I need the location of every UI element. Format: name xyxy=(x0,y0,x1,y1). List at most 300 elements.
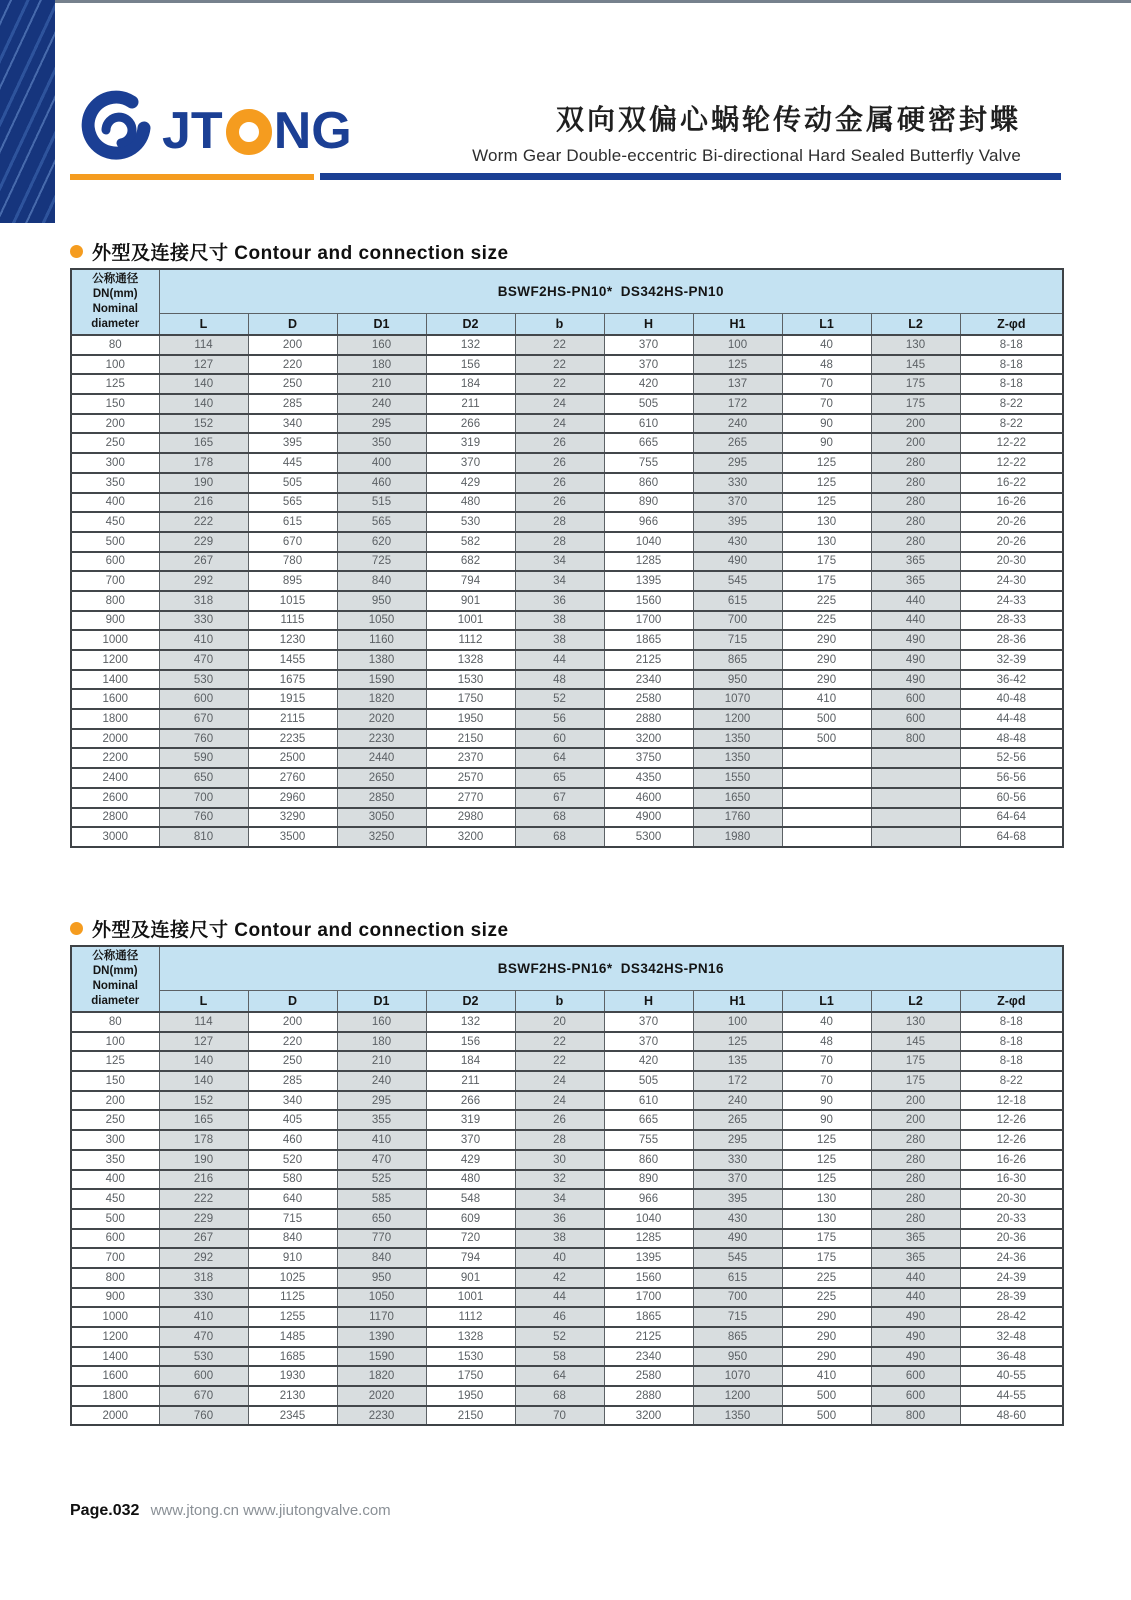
dimension-cell: 490 xyxy=(871,650,960,670)
model-series-header: BSWF2HS-PN10* DS342HS-PN10 xyxy=(159,269,1063,313)
column-header: H xyxy=(604,990,693,1012)
dimension-cell: 1600 xyxy=(71,689,159,709)
dimension-cell: 280 xyxy=(871,1170,960,1190)
dimension-cell: 5300 xyxy=(604,827,693,847)
dimension-cell: 2800 xyxy=(71,808,159,828)
corner-decoration xyxy=(0,0,55,223)
jtong-logo xyxy=(76,90,352,171)
dimension-cell: 16-26 xyxy=(960,1150,1063,1170)
dimension-cell: 2880 xyxy=(604,1386,693,1406)
dimension-cell: 100 xyxy=(71,1032,159,1052)
dimension-cell: 950 xyxy=(337,591,426,611)
dimension-cell: 180 xyxy=(337,355,426,375)
dimension-cell: 8-18 xyxy=(960,1012,1063,1032)
dimension-cell: 130 xyxy=(782,532,871,552)
dimension-cell: 610 xyxy=(604,1091,693,1111)
dimension-cell: 330 xyxy=(693,473,782,493)
table-row xyxy=(71,1012,1063,1032)
dimension-cell: 500 xyxy=(782,729,871,749)
dimension-cell: 4600 xyxy=(604,788,693,808)
dimension-cell: 794 xyxy=(426,571,515,591)
dimension-cell: 1950 xyxy=(426,709,515,729)
dimension-cell: 1000 xyxy=(71,630,159,650)
dimension-cell: 1170 xyxy=(337,1307,426,1327)
dimension-cell: 1112 xyxy=(426,630,515,650)
table-row xyxy=(71,611,1063,631)
dimension-cell: 34 xyxy=(515,552,604,572)
dimension-cell xyxy=(871,827,960,847)
dimension-cell: 300 xyxy=(71,1130,159,1150)
dimension-cell: 3750 xyxy=(604,748,693,768)
dimension-cell: 225 xyxy=(782,1268,871,1288)
dimension-cell: 175 xyxy=(871,374,960,394)
dimension-cell: 715 xyxy=(693,630,782,650)
dimension-cell: 910 xyxy=(248,1248,337,1268)
dimension-cell: 32-39 xyxy=(960,650,1063,670)
dimension-cell: 100 xyxy=(693,335,782,355)
dimension-cell: 40 xyxy=(515,1248,604,1268)
dimension-cell: 52 xyxy=(515,1327,604,1347)
dimension-cell: 755 xyxy=(604,453,693,473)
dimension-cell: 500 xyxy=(71,1209,159,1229)
dimension-cell: 265 xyxy=(693,1110,782,1130)
dimension-cell: 420 xyxy=(604,374,693,394)
dimension-cell: 26 xyxy=(515,1110,604,1130)
dimension-cell: 760 xyxy=(159,1406,248,1426)
dimension-cell: 370 xyxy=(604,335,693,355)
dimension-cell: 670 xyxy=(248,532,337,552)
dimension-cell: 280 xyxy=(871,512,960,532)
dimension-cell: 1390 xyxy=(337,1327,426,1347)
dimension-cell: 1800 xyxy=(71,1386,159,1406)
dimension-cell: 64-68 xyxy=(960,827,1063,847)
dimension-cell: 355 xyxy=(337,1110,426,1130)
dimension-cell: 3000 xyxy=(71,827,159,847)
dimension-cell: 1350 xyxy=(693,729,782,749)
dimension-cell: 140 xyxy=(159,374,248,394)
dimension-cell: 127 xyxy=(159,1032,248,1052)
dimension-cell: 1980 xyxy=(693,827,782,847)
logo-text-ng: NG xyxy=(273,101,352,160)
dimension-cell: 20-36 xyxy=(960,1229,1063,1249)
dimension-cell: 665 xyxy=(604,1110,693,1130)
dimension-cell: 865 xyxy=(693,650,782,670)
dimension-cell: 700 xyxy=(693,611,782,631)
dimension-cell: 800 xyxy=(871,1406,960,1426)
dimension-cell: 1915 xyxy=(248,689,337,709)
dimension-cell: 2125 xyxy=(604,650,693,670)
dimension-cell: 470 xyxy=(159,650,248,670)
dimension-cell: 445 xyxy=(248,453,337,473)
dimension-cell: 901 xyxy=(426,591,515,611)
dimension-cell: 290 xyxy=(782,630,871,650)
dimension-cell: 610 xyxy=(604,414,693,434)
dimension-cell xyxy=(782,748,871,768)
dimension-cell: 2370 xyxy=(426,748,515,768)
dimension-cell: 80 xyxy=(71,335,159,355)
table-row xyxy=(71,768,1063,788)
dimension-cell: 1115 xyxy=(248,611,337,631)
dimension-cell xyxy=(871,788,960,808)
table-row xyxy=(71,1209,1063,1229)
dimension-cell: 44-55 xyxy=(960,1386,1063,1406)
dimension-cell: 200 xyxy=(71,1091,159,1111)
dimension-cell: 429 xyxy=(426,1150,515,1170)
dimension-table-pn16-wrap xyxy=(70,945,1064,1426)
dimension-cell: 370 xyxy=(604,1012,693,1032)
dimension-cell: 156 xyxy=(426,1032,515,1052)
dimension-cell: 300 xyxy=(71,453,159,473)
dimension-cell: 125 xyxy=(782,473,871,493)
dimension-cell: 20 xyxy=(515,1012,604,1032)
dimension-cell: 1015 xyxy=(248,591,337,611)
dimension-cell: 340 xyxy=(248,1091,337,1111)
dimension-cell: 395 xyxy=(248,433,337,453)
dimension-cell: 3200 xyxy=(604,1406,693,1426)
dimension-cell: 12-18 xyxy=(960,1091,1063,1111)
dimension-cell: 2880 xyxy=(604,709,693,729)
dimension-cell: 38 xyxy=(515,1229,604,1249)
dimension-cell: 48-60 xyxy=(960,1406,1063,1426)
dimension-cell: 70 xyxy=(782,394,871,414)
dimension-cell: 295 xyxy=(693,453,782,473)
dimension-cell: 70 xyxy=(782,1051,871,1071)
dimension-cell: 2235 xyxy=(248,729,337,749)
dimension-cell: 64-64 xyxy=(960,808,1063,828)
dimension-cell: 145 xyxy=(871,1032,960,1052)
section-heading-pn10 xyxy=(70,238,509,265)
dimension-cell: 530 xyxy=(159,670,248,690)
dimension-cell: 1685 xyxy=(248,1347,337,1367)
dimension-cell: 490 xyxy=(693,552,782,572)
dimension-cell: 319 xyxy=(426,433,515,453)
dimension-cell: 1750 xyxy=(426,689,515,709)
dimension-cell: 200 xyxy=(871,414,960,434)
dimension-cell: 56 xyxy=(515,709,604,729)
dimension-cell: 2770 xyxy=(426,788,515,808)
table-row xyxy=(71,1032,1063,1052)
dimension-cell: 132 xyxy=(426,1012,515,1032)
dimension-cell: 1040 xyxy=(604,532,693,552)
dimension-cell: 1200 xyxy=(693,1386,782,1406)
dimension-cell: 470 xyxy=(337,1150,426,1170)
dimension-cell: 152 xyxy=(159,1091,248,1111)
dimension-cell: 137 xyxy=(693,374,782,394)
dimension-cell: 40 xyxy=(782,1012,871,1032)
dimension-cell: 175 xyxy=(871,394,960,414)
dimension-cell: 127 xyxy=(159,355,248,375)
dimension-cell: 8-18 xyxy=(960,1032,1063,1052)
dimension-cell: 1930 xyxy=(248,1366,337,1386)
dimension-cell: 65 xyxy=(515,768,604,788)
dn-column-header: 公称通径 DN(mm) Nominal diameter xyxy=(71,946,159,1012)
dimension-cell: 430 xyxy=(693,1209,782,1229)
dimension-cell: 1050 xyxy=(337,1288,426,1308)
dimension-cell: 370 xyxy=(426,1130,515,1150)
dimension-cell: 530 xyxy=(426,512,515,532)
dimension-cell: 68 xyxy=(515,808,604,828)
dimension-cell: 140 xyxy=(159,394,248,414)
dimension-cell: 30 xyxy=(515,1150,604,1170)
dimension-cell: 840 xyxy=(337,571,426,591)
table-row xyxy=(71,433,1063,453)
dimension-cell: 966 xyxy=(604,1189,693,1209)
dimension-cell: 175 xyxy=(782,571,871,591)
page-header xyxy=(472,98,1021,166)
dimension-cell: 130 xyxy=(871,1012,960,1032)
dimension-cell xyxy=(871,748,960,768)
dimension-cell: 1590 xyxy=(337,1347,426,1367)
dimension-cell: 20-33 xyxy=(960,1209,1063,1229)
column-header: D xyxy=(248,313,337,335)
dimension-cell: 3050 xyxy=(337,808,426,828)
dimension-cell: 26 xyxy=(515,473,604,493)
dimension-cell: 600 xyxy=(871,1366,960,1386)
table-row xyxy=(71,473,1063,493)
dimension-cell: 1025 xyxy=(248,1268,337,1288)
column-header: L2 xyxy=(871,313,960,335)
dimension-cell: 175 xyxy=(782,552,871,572)
section-heading-label: 外型及连接尺寸 Contour and connection size xyxy=(92,920,509,941)
dimension-cell: 1820 xyxy=(337,1366,426,1386)
table-row xyxy=(71,1130,1063,1150)
dimension-cell: 125 xyxy=(782,493,871,513)
dimension-cell: 295 xyxy=(337,1091,426,1111)
dimension-cell: 250 xyxy=(71,433,159,453)
dimension-cell: 530 xyxy=(159,1347,248,1367)
table-row xyxy=(71,630,1063,650)
footer-urls: www.jtong.cn www.jiutongvalve.com xyxy=(150,1502,391,1519)
dimension-cell: 68 xyxy=(515,1386,604,1406)
dimension-cell: 860 xyxy=(604,1150,693,1170)
dimension-cell: 901 xyxy=(426,1268,515,1288)
table-row xyxy=(71,1248,1063,1268)
dimension-cell: 2020 xyxy=(337,1386,426,1406)
dimension-cell: 26 xyxy=(515,433,604,453)
dimension-cell: 1760 xyxy=(693,808,782,828)
dimension-cell: 8-22 xyxy=(960,1071,1063,1091)
dimension-cell: 410 xyxy=(159,630,248,650)
dimension-cell: 600 xyxy=(71,1229,159,1249)
dimension-cell: 365 xyxy=(871,571,960,591)
dimension-cell: 865 xyxy=(693,1327,782,1347)
dimension-cell: 2580 xyxy=(604,1366,693,1386)
dimension-cell xyxy=(782,827,871,847)
dimension-cell: 319 xyxy=(426,1110,515,1130)
table-row xyxy=(71,1386,1063,1406)
dimension-cell: 132 xyxy=(426,335,515,355)
dimension-cell: 12-26 xyxy=(960,1110,1063,1130)
dimension-cell: 114 xyxy=(159,1012,248,1032)
dimension-cell xyxy=(782,768,871,788)
dimension-cell: 440 xyxy=(871,1268,960,1288)
dimension-cell: 150 xyxy=(71,1071,159,1091)
dimension-cell: 267 xyxy=(159,1229,248,1249)
dimension-cell: 670 xyxy=(159,709,248,729)
dimension-cell: 370 xyxy=(604,1032,693,1052)
dimension-cell: 280 xyxy=(871,1189,960,1209)
dimension-cell: 490 xyxy=(871,670,960,690)
dimension-cell: 1530 xyxy=(426,670,515,690)
dimension-cell: 950 xyxy=(693,670,782,690)
dimension-cell: 580 xyxy=(248,1170,337,1190)
dimension-cell: 130 xyxy=(782,512,871,532)
dimension-cell: 178 xyxy=(159,453,248,473)
dimension-cell: 16-30 xyxy=(960,1170,1063,1190)
dimension-cell: 290 xyxy=(782,650,871,670)
dimension-cell: 400 xyxy=(71,1170,159,1190)
dimension-cell: 440 xyxy=(871,1288,960,1308)
dimension-cell: 410 xyxy=(159,1307,248,1327)
dimension-cell: 250 xyxy=(248,1051,337,1071)
dimension-cell: 1001 xyxy=(426,1288,515,1308)
dimension-cell: 1050 xyxy=(337,611,426,631)
dimension-cell: 1070 xyxy=(693,689,782,709)
column-header: D1 xyxy=(337,313,426,335)
dimension-cell: 780 xyxy=(248,552,337,572)
dimension-cell: 1400 xyxy=(71,670,159,690)
dimension-cell: 3200 xyxy=(604,729,693,749)
column-header: H1 xyxy=(693,990,782,1012)
table-row xyxy=(71,1406,1063,1426)
table-row xyxy=(71,552,1063,572)
dimension-cell: 222 xyxy=(159,512,248,532)
dimension-cell: 266 xyxy=(426,1091,515,1111)
dimension-cell: 64 xyxy=(515,1366,604,1386)
dimension-cell: 585 xyxy=(337,1189,426,1209)
dimension-cell: 2230 xyxy=(337,1406,426,1426)
dimension-cell: 20-26 xyxy=(960,532,1063,552)
dimension-cell: 28-33 xyxy=(960,611,1063,631)
dimension-cell: 2570 xyxy=(426,768,515,788)
header-divider-orange xyxy=(70,174,314,180)
table-row xyxy=(71,1347,1063,1367)
dimension-cell: 90 xyxy=(782,414,871,434)
dimension-cell: 125 xyxy=(782,1170,871,1190)
dimension-cell: 26 xyxy=(515,493,604,513)
dimension-cell: 44 xyxy=(515,1288,604,1308)
dimension-cell: 90 xyxy=(782,1110,871,1130)
dimension-cell: 70 xyxy=(782,1071,871,1091)
dimension-cell: 890 xyxy=(604,1170,693,1190)
table-row xyxy=(71,591,1063,611)
page-top-rule xyxy=(0,0,1131,3)
dimension-cell: 2650 xyxy=(337,768,426,788)
dimension-cell: 600 xyxy=(71,552,159,572)
dimension-cell: 794 xyxy=(426,1248,515,1268)
dimension-cell: 545 xyxy=(693,1248,782,1268)
dimension-cell: 16-22 xyxy=(960,473,1063,493)
table-row xyxy=(71,1288,1063,1308)
dimension-cell: 1675 xyxy=(248,670,337,690)
dimension-cell: 1750 xyxy=(426,1366,515,1386)
dimension-cell: 28 xyxy=(515,512,604,532)
dimension-cell: 8-18 xyxy=(960,1051,1063,1071)
dimension-cell: 48 xyxy=(515,670,604,690)
dimension-cell: 216 xyxy=(159,493,248,513)
dimension-cell: 1200 xyxy=(693,709,782,729)
dimension-cell: 440 xyxy=(871,591,960,611)
dimension-cell: 330 xyxy=(159,611,248,631)
column-header: H xyxy=(604,313,693,335)
dimension-cell: 3290 xyxy=(248,808,337,828)
dimension-cell: 34 xyxy=(515,571,604,591)
dimension-cell: 125 xyxy=(782,1130,871,1150)
dimension-cell: 4900 xyxy=(604,808,693,828)
dimension-cell: 1455 xyxy=(248,650,337,670)
column-header: D2 xyxy=(426,990,515,1012)
dimension-cell: 490 xyxy=(871,1307,960,1327)
dimension-cell: 700 xyxy=(693,1288,782,1308)
dimension-cell: 810 xyxy=(159,827,248,847)
dimension-cell: 58 xyxy=(515,1347,604,1367)
dimension-cell: 44-48 xyxy=(960,709,1063,729)
table-row xyxy=(71,1366,1063,1386)
model-series-header: BSWF2HS-PN16* DS342HS-PN16 xyxy=(159,946,1063,990)
dimension-cell: 8-22 xyxy=(960,394,1063,414)
dimension-cell: 565 xyxy=(337,512,426,532)
table-row xyxy=(71,670,1063,690)
dimension-cell: 28-36 xyxy=(960,630,1063,650)
dimension-cell: 682 xyxy=(426,552,515,572)
dimension-cell: 715 xyxy=(693,1307,782,1327)
logo-o-ring-icon xyxy=(226,109,272,155)
dimension-cell: 440 xyxy=(871,611,960,631)
dimension-cell: 2400 xyxy=(71,768,159,788)
dimension-cell: 1530 xyxy=(426,1347,515,1367)
dimension-cell: 165 xyxy=(159,433,248,453)
table-row xyxy=(71,453,1063,473)
dimension-cell: 90 xyxy=(782,433,871,453)
dimension-cell: 365 xyxy=(871,552,960,572)
dimension-cell: 70 xyxy=(782,374,871,394)
dimension-cell: 38 xyxy=(515,611,604,631)
dimension-cell: 2760 xyxy=(248,768,337,788)
dimension-cell: 725 xyxy=(337,552,426,572)
dimension-cell: 22 xyxy=(515,355,604,375)
dimension-cell: 966 xyxy=(604,512,693,532)
table-row xyxy=(71,808,1063,828)
dimension-cell: 250 xyxy=(248,374,337,394)
dimension-cell: 1800 xyxy=(71,709,159,729)
dimension-cell: 565 xyxy=(248,493,337,513)
dimension-cell: 280 xyxy=(871,493,960,513)
dimension-cell: 330 xyxy=(693,1150,782,1170)
dimension-cell: 3200 xyxy=(426,827,515,847)
dimension-cell: 1395 xyxy=(604,571,693,591)
dimension-cell: 2340 xyxy=(604,670,693,690)
dimension-cell: 46 xyxy=(515,1307,604,1327)
logo-wordmark xyxy=(162,101,352,160)
table-row xyxy=(71,1327,1063,1347)
dimension-cell: 36 xyxy=(515,591,604,611)
dimension-cell: 800 xyxy=(871,729,960,749)
dimension-cell: 16-26 xyxy=(960,493,1063,513)
dimension-cell: 200 xyxy=(248,1012,337,1032)
dimension-cell: 12-22 xyxy=(960,433,1063,453)
dimension-cell: 548 xyxy=(426,1189,515,1209)
dimension-cell: 8-22 xyxy=(960,414,1063,434)
dimension-cell: 370 xyxy=(693,493,782,513)
dimension-cell: 160 xyxy=(337,1012,426,1032)
jtong-swirl-icon xyxy=(76,90,152,171)
dimension-cell: 1328 xyxy=(426,1327,515,1347)
dimension-cell: 100 xyxy=(71,355,159,375)
column-header: L1 xyxy=(782,313,871,335)
table-row xyxy=(71,1189,1063,1209)
dimension-cell: 70 xyxy=(515,1406,604,1426)
dimension-cell: 450 xyxy=(71,512,159,532)
